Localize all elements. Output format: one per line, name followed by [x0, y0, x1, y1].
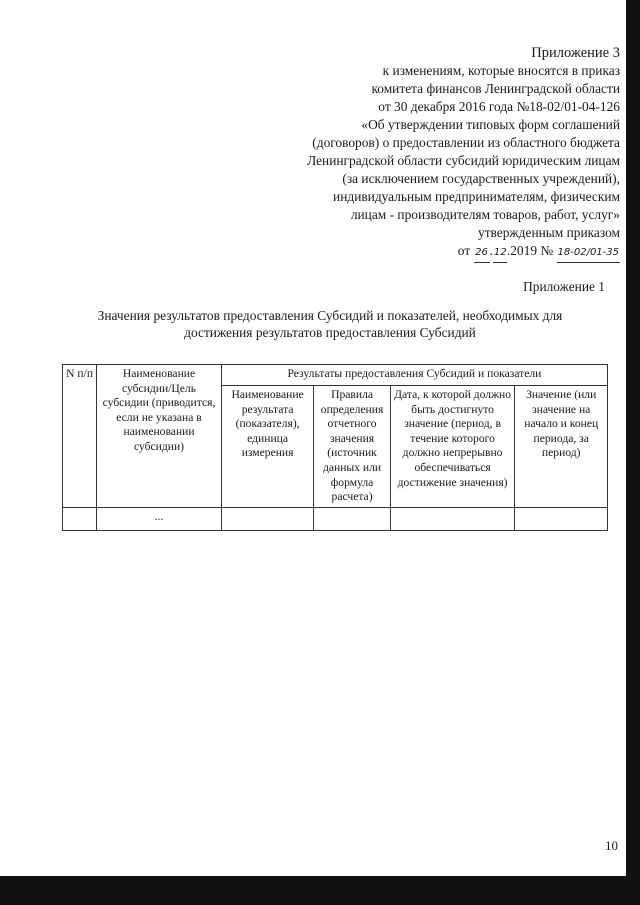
order-date-line	[190, 242, 620, 263]
table-cell	[390, 507, 515, 530]
handwritten-order-number: 18-02/01-35	[557, 244, 620, 263]
table-cell	[63, 507, 97, 530]
table-cell	[515, 507, 608, 530]
annex-header-line: «Об утверждении типовых форм соглашений	[361, 117, 620, 132]
annex-header-line: лицам - производителям товаров, работ, услуг»	[350, 207, 620, 222]
handwritten-month: 12	[493, 244, 507, 263]
annex-header-line: (договоров) о предоставлении из областного бюджета	[312, 135, 620, 150]
annex-header-line: к изменениям, которые вносятся в приказ	[382, 63, 620, 78]
date-prefix: от	[457, 243, 471, 258]
annex-header-line: от 30 декабря 2016 года №18-02/01-04-126	[378, 99, 620, 114]
header-results-group: Результаты предоставления Субсидий и показатели	[221, 365, 607, 386]
header-number: N п/п	[63, 365, 97, 508]
table-cell	[314, 507, 390, 530]
page-number: 10	[605, 838, 618, 853]
annex-header-line: Ленинградской области субсидий юридическим лицам	[307, 153, 620, 168]
annex-header-line: утвержденным приказом	[478, 225, 620, 240]
handwritten-day: 26	[474, 244, 490, 263]
annex-3-title: Приложение 3	[531, 45, 620, 61]
results-table	[62, 364, 608, 531]
annex-header-line: (за исключением государственных учреждений),	[342, 171, 620, 186]
date-separator: .	[489, 243, 493, 258]
header-subsidy-name: Наименование субсидии/Цель субсидии (приводится, если не указана в наименовании субсидии)	[97, 365, 222, 508]
table-cell-placeholder: ...	[97, 507, 222, 530]
table-header-row	[63, 365, 608, 386]
annex-1-label: Приложение 1	[523, 279, 605, 294]
annex-header-line: индивидуальным предпринимателям, физическим	[333, 189, 620, 204]
annex-header-line: комитета финансов Ленинградской области	[371, 81, 620, 96]
subheader-value: Значение (или значение на начало и конец периода, за период)	[515, 386, 608, 508]
scan-edge-right	[626, 0, 640, 905]
subheader-result-name: Наименование результата (показателя), единица измерения	[221, 386, 314, 508]
table-row	[63, 507, 608, 530]
date-year: .2019 №	[506, 243, 554, 258]
table-cell	[221, 507, 314, 530]
annex-header	[190, 44, 620, 263]
subheader-rules: Правила определения отчетного значения (источник данных или формула расчета)	[314, 386, 390, 508]
scan-edge-bottom	[0, 876, 640, 905]
document-title: Значения результатов предоставления Субсидий и показателей, необходимых для достижения результатов предоставления Субсидий	[97, 308, 563, 340]
subheader-date: Дата, к которой должно быть достигнуто значение (период, в течение которого должно непрерывно обеспечиваться достижение значения)	[390, 386, 515, 508]
